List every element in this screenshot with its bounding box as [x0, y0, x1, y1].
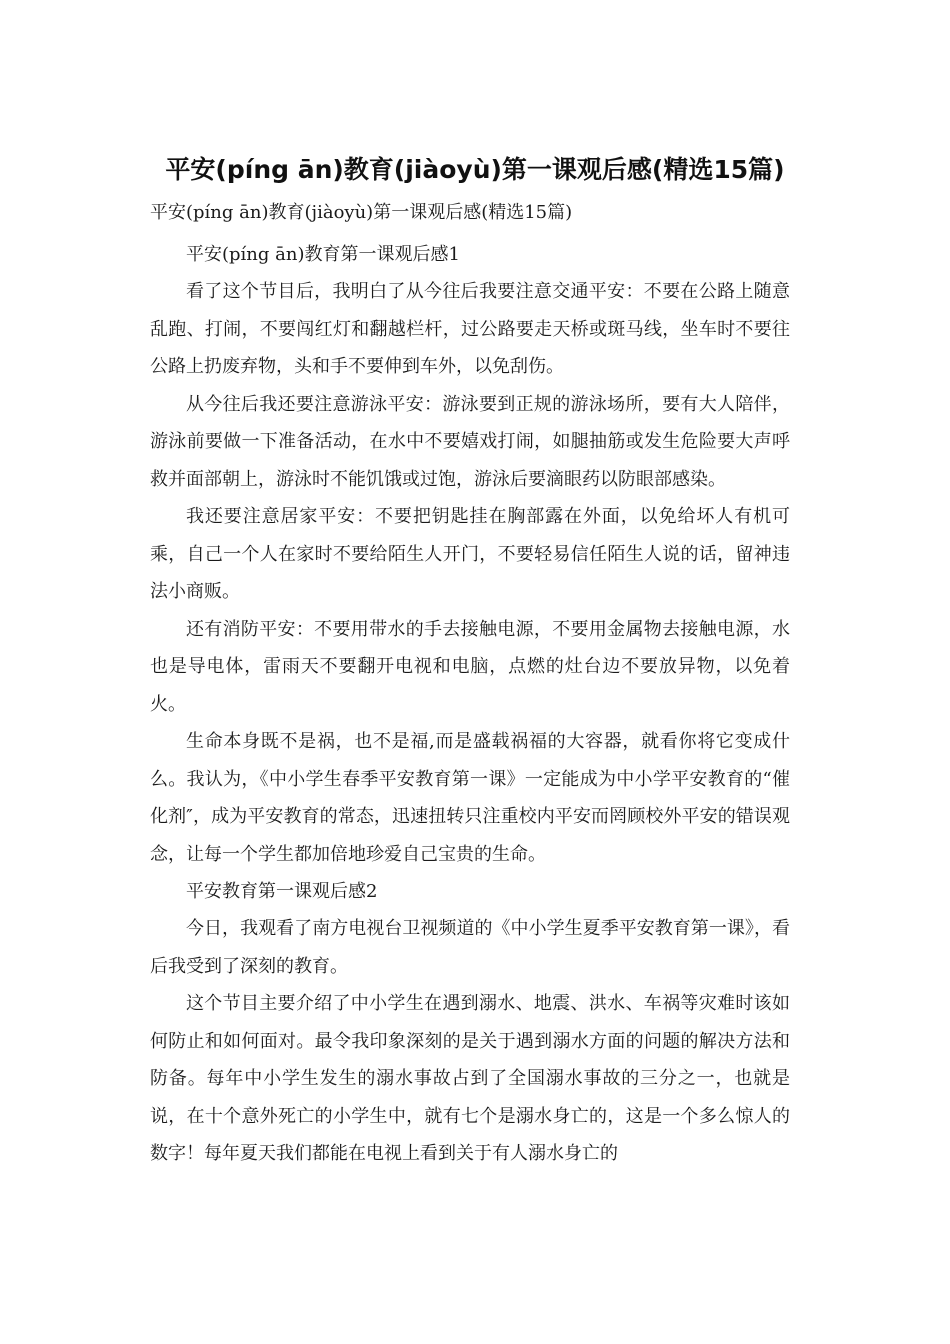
paragraph: 这个节目主要介绍了中小学生在遇到溺水、地震、洪水、车祸等灾难时该如何防止和如何面对。最令我印象深刻的是关于遇到溺水方面的问题的解决方法和防备。每年中小学生发生的溺水事故占到了全国溺水事故的三分之一，也就是说，在十个意外死亡的小学生中，就有七个是溺水身亡的，这是一个多么惊人的数字！每年夏天我们都能在电视上看到关于有人溺水身亡的 — [150, 993, 790, 1164]
document-title: 平安(píng ān)教育(jiàoyù)第一课观后感(精选15篇) — [165, 155, 785, 184]
section-heading: 平安教育第一课观后感2 — [186, 881, 378, 902]
paragraph: 看了这个节目后，我明白了从今往后我要注意交通平安：不要在公路上随意乱跑、打闹，不要闯红灯和翻越栏杆，过公路要走天桥或斑马线，坐车时不要往公路上扔废弃物，头和手不要伸到车外，以免刮伤。 — [150, 281, 790, 377]
paragraph: 还有消防平安：不要用带水的手去接触电源，不要用金属物去接触电源，水也是导电体，雷雨天不要翻开电视和电脑，点燃的灶台边不要放异物，以免着火。 — [150, 618, 790, 715]
paragraph: 生命本身既不是祸，也不是福,而是盛载祸福的大容器，就看你将它变成什么。我认为，《中小学生春季平安教育第一课》一定能成为中小学平安教育的“催化剂″，成为平安教育的常态，迅速扭转只注重校内平安而罔顾校外平安的错误观念，让每一个学生都加倍地珍爱自己宝贵的生命。 — [150, 731, 790, 865]
paragraph: 从今往后我还要注意游泳平安：游泳要到正规的游泳场所，要有大人陪伴，游泳前要做一下准备活动，在水中不要嬉戏打闹，如腿抽筋或发生危险要大声呼救并面部朝上，游泳时不能饥饿或过饱，游泳后要滴眼药以防眼部感染。 — [150, 393, 790, 490]
paragraph: 今日，我观看了南方电视台卫视频道的《中小学生夏季平安教育第一课》，看后我受到了深刻的教育。 — [150, 918, 790, 977]
section-heading: 平安(píng ān)教育第一课观后感1 — [186, 244, 460, 265]
document-subtitle: 平安(píng ān)教育(jiàoyù)第一课观后感(精选15篇) — [150, 202, 573, 223]
document-body — [150, 199, 790, 1173]
paragraph: 我还要注意居家平安：不要把钥匙挂在胸部露在外面，以免给坏人有机可乘，自己一个人在家时不要给陌生人开门，不要轻易信任陌生人说的话，留神违法小商贩。 — [150, 506, 790, 602]
